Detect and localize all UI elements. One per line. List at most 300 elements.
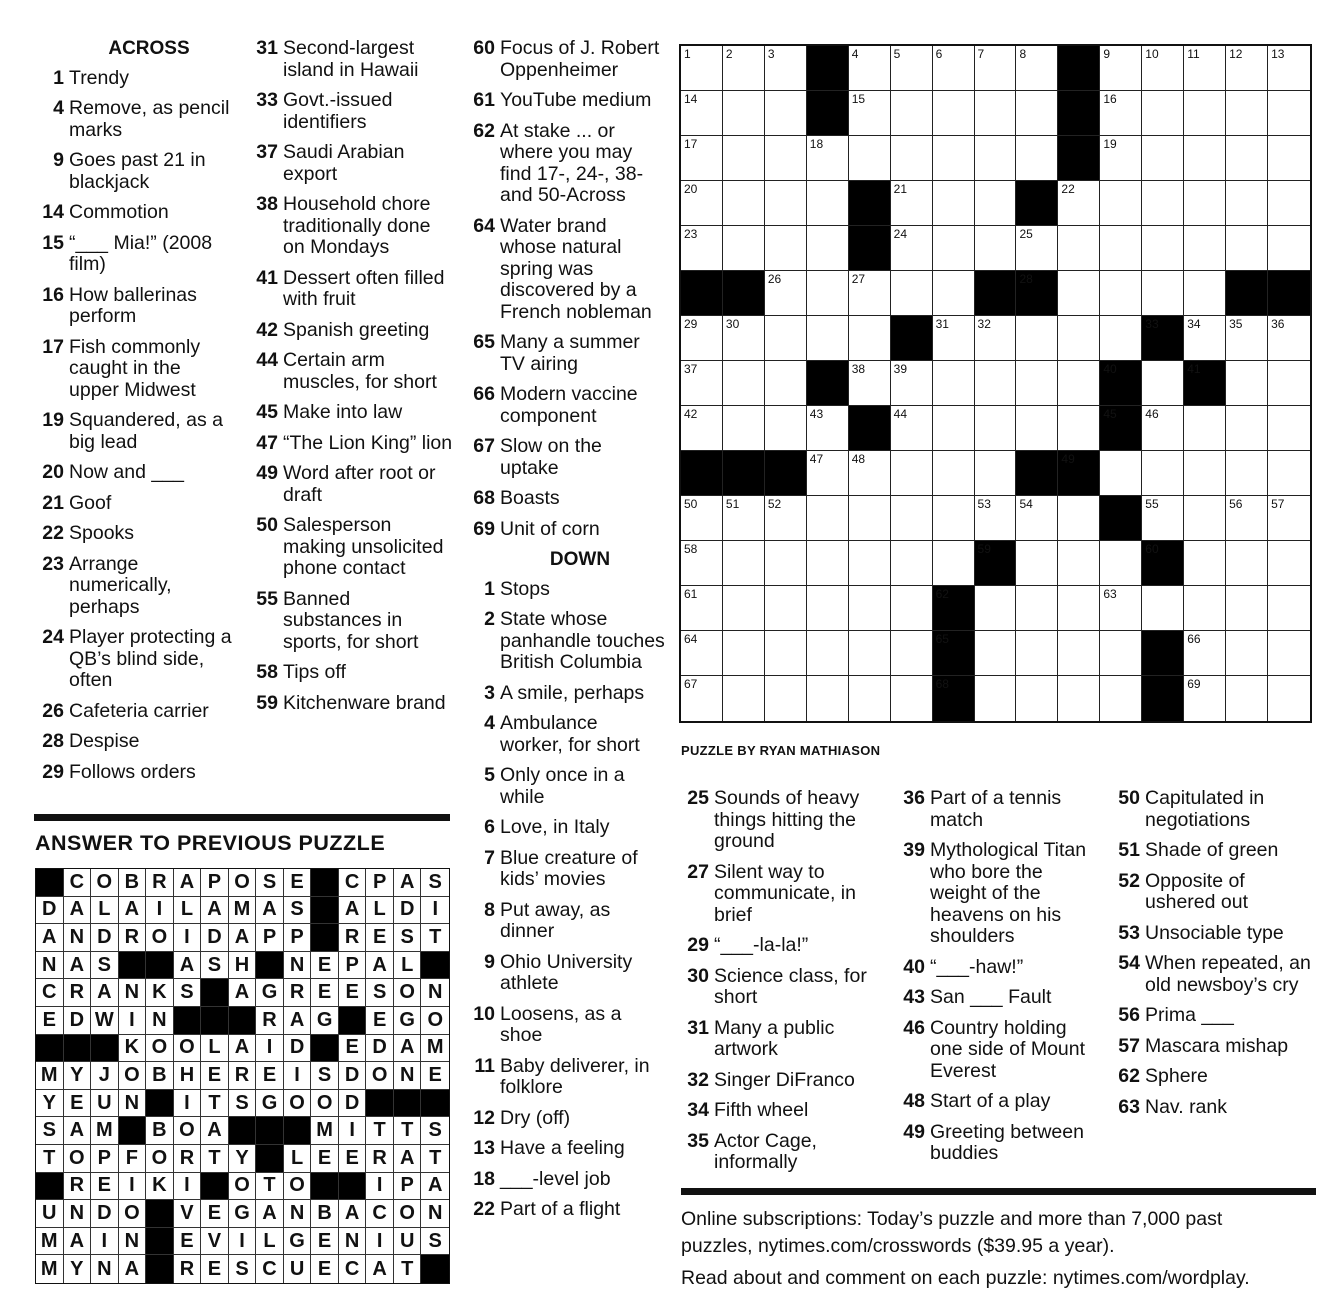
grid-cell[interactable] <box>1016 226 1058 271</box>
down-clue <box>895 1122 1100 1165</box>
clue-text: Nav. rank <box>1145 1095 1227 1118</box>
grid-cell[interactable] <box>765 181 807 226</box>
answer-block <box>119 1117 147 1145</box>
grid-cell[interactable] <box>933 361 975 406</box>
answer-letter: S <box>229 1090 257 1118</box>
grid-cell[interactable] <box>849 541 891 586</box>
grid-cell[interactable] <box>723 586 765 631</box>
grid-cell[interactable] <box>1184 91 1226 136</box>
down-clue <box>465 1004 665 1047</box>
clue-text: Only once in a while <box>500 764 625 808</box>
across-clue <box>248 402 453 424</box>
clue-number: 65 <box>473 331 495 353</box>
answer-letter: T <box>394 1255 422 1283</box>
grid-cell[interactable] <box>891 676 933 721</box>
grid-cell[interactable] <box>1268 91 1310 136</box>
grid-cell[interactable] <box>681 496 723 541</box>
across-clue <box>248 350 453 393</box>
grid-cell[interactable] <box>807 226 849 271</box>
clue-number: 5 <box>484 764 495 786</box>
grid-cell[interactable] <box>1268 46 1310 91</box>
cell-number: 11 <box>1187 47 1200 61</box>
answer-letter: A <box>119 1255 147 1283</box>
grid-cell[interactable] <box>975 136 1017 181</box>
grid-cell[interactable] <box>1226 361 1268 406</box>
divider-right <box>681 1188 1316 1195</box>
across-clue <box>34 285 234 328</box>
grid-cell[interactable] <box>765 496 807 541</box>
answer-letter: O <box>119 1200 147 1228</box>
grid-cell[interactable] <box>765 91 807 136</box>
grid-cell[interactable] <box>1058 271 1100 316</box>
grid-cell[interactable] <box>1268 631 1310 676</box>
grid-cell[interactable] <box>807 316 849 361</box>
grid-cell[interactable] <box>1226 676 1268 721</box>
grid-cell[interactable] <box>807 271 849 316</box>
grid-cell[interactable] <box>1268 406 1310 451</box>
grid-cell[interactable] <box>1184 676 1226 721</box>
grid-cell[interactable] <box>1016 361 1058 406</box>
grid-cell[interactable] <box>1184 46 1226 91</box>
cell-number: 13 <box>1271 47 1285 61</box>
grid-cell[interactable] <box>1058 226 1100 271</box>
grid-cell[interactable] <box>1226 496 1268 541</box>
answer-letter: O <box>229 1173 257 1201</box>
grid-cell[interactable] <box>1016 406 1058 451</box>
grid-cell[interactable] <box>765 46 807 91</box>
grid-cell[interactable] <box>849 361 891 406</box>
answer-letter: R <box>174 1145 202 1173</box>
grid-cell[interactable] <box>975 316 1017 361</box>
grid-cell[interactable] <box>1226 406 1268 451</box>
grid-cell[interactable] <box>723 226 765 271</box>
grid-cell[interactable] <box>891 496 933 541</box>
down-clue <box>1110 788 1315 831</box>
grid-cell[interactable] <box>681 676 723 721</box>
grid-cell[interactable] <box>723 496 765 541</box>
grid-cell[interactable] <box>1142 181 1184 226</box>
grid-cell[interactable] <box>1226 316 1268 361</box>
down-clue <box>465 1169 665 1191</box>
grid-cell[interactable] <box>975 361 1017 406</box>
grid-cell[interactable] <box>891 181 933 226</box>
grid-cell[interactable] <box>1142 46 1184 91</box>
grid-cell[interactable] <box>1058 361 1100 406</box>
answer-letter: O <box>174 1117 202 1145</box>
grid-cell[interactable] <box>1184 406 1226 451</box>
down-clue <box>465 1056 665 1099</box>
grid-cell[interactable] <box>1268 136 1310 181</box>
clue-text: Mythological Titan who bore the weight of the heavens on his shoulders <box>930 839 1087 947</box>
clue-column-4 <box>679 788 879 1183</box>
grid-cell[interactable] <box>891 631 933 676</box>
answer-letter: C <box>64 869 92 897</box>
grid-cell[interactable] <box>975 226 1017 271</box>
grid-cell[interactable] <box>975 181 1017 226</box>
grid-cell[interactable] <box>681 91 723 136</box>
answer-letter: C <box>256 1255 284 1283</box>
cell-number: 57 <box>1271 497 1285 511</box>
footer-line-2: puzzles, nytimes.com/crosswords ($39.95 a year). <box>681 1235 1115 1257</box>
grid-cell[interactable] <box>1226 181 1268 226</box>
grid-cell[interactable] <box>933 46 975 91</box>
grid-cell[interactable] <box>765 316 807 361</box>
grid-cell[interactable] <box>807 586 849 631</box>
down-clue <box>895 1091 1100 1113</box>
grid-cell[interactable] <box>723 676 765 721</box>
grid-cell[interactable] <box>1058 181 1100 226</box>
clue-text: Spooks <box>69 522 135 544</box>
grid-cell[interactable] <box>891 361 933 406</box>
clue-text: Shade of green <box>1145 839 1279 861</box>
grid-cell[interactable] <box>765 226 807 271</box>
grid-cell[interactable] <box>723 46 765 91</box>
down-clue <box>1110 1036 1315 1058</box>
clue-text: Opposite of ushered out <box>1145 869 1248 913</box>
answer-block <box>36 1173 64 1201</box>
grid-cell[interactable] <box>1268 316 1310 361</box>
cell-number: 40 <box>1103 362 1117 376</box>
grid-cell[interactable] <box>1058 496 1100 541</box>
grid-cell[interactable] <box>1184 136 1226 181</box>
grid-cell[interactable] <box>807 406 849 451</box>
clue-number: 54 <box>1118 952 1140 974</box>
clue-number: 56 <box>1118 1004 1140 1026</box>
clue-text: Singer DiFranco <box>714 1068 855 1091</box>
answer-letter: I <box>146 897 174 925</box>
clue-number: 40 <box>903 955 925 978</box>
across-clue <box>34 523 234 545</box>
grid-cell[interactable] <box>1058 676 1100 721</box>
grid-cell[interactable] <box>1016 46 1058 91</box>
answer-letter: D <box>339 1090 367 1118</box>
grid-cell[interactable] <box>975 406 1017 451</box>
answer-letter: I <box>256 1035 284 1063</box>
grid-cell[interactable] <box>1100 586 1142 631</box>
grid-cell[interactable] <box>933 496 975 541</box>
answer-letter: D <box>394 897 422 925</box>
clue-number: 30 <box>687 964 709 987</box>
grid-cell[interactable] <box>1016 496 1058 541</box>
grid-cell[interactable] <box>723 541 765 586</box>
grid-cell[interactable] <box>681 361 723 406</box>
grid-cell[interactable] <box>1058 316 1100 361</box>
across-clue <box>34 202 234 224</box>
grid-cell[interactable] <box>765 406 807 451</box>
answer-letter: Y <box>36 1090 64 1118</box>
grid-cell[interactable] <box>933 181 975 226</box>
answer-letter: P <box>394 1173 422 1201</box>
grid-cell[interactable] <box>1226 226 1268 271</box>
across-clue <box>248 433 453 455</box>
grid-cell[interactable] <box>1016 676 1058 721</box>
grid-cell[interactable] <box>681 406 723 451</box>
grid-cell[interactable] <box>849 451 891 496</box>
grid-cell[interactable] <box>1100 46 1142 91</box>
clue-text: Loosens, as a shoe <box>500 1002 622 1046</box>
cell-number: 60 <box>1145 542 1159 556</box>
clue-number: 28 <box>42 730 64 752</box>
down-clue <box>679 1070 879 1092</box>
answer-letter: U <box>284 1255 312 1283</box>
grid-cell[interactable] <box>1184 496 1226 541</box>
grid-cell[interactable] <box>849 136 891 181</box>
grid-cell[interactable] <box>1142 406 1184 451</box>
grid-cell[interactable] <box>1226 541 1268 586</box>
grid-cell[interactable] <box>891 541 933 586</box>
grid-cell[interactable] <box>765 271 807 316</box>
grid-cell[interactable] <box>681 316 723 361</box>
clue-text: “___-haw!” <box>930 955 1024 978</box>
grid-cell[interactable] <box>681 541 723 586</box>
grid-cell[interactable] <box>933 91 975 136</box>
answer-letter: O <box>394 979 422 1007</box>
grid-cell[interactable] <box>723 181 765 226</box>
grid-cell[interactable] <box>849 631 891 676</box>
clue-number: 7 <box>484 846 495 869</box>
grid-cell[interactable] <box>933 136 975 181</box>
grid-cell[interactable] <box>891 271 933 316</box>
grid-cell[interactable] <box>1268 496 1310 541</box>
grid-cell[interactable] <box>1100 316 1142 361</box>
grid-cell[interactable] <box>849 586 891 631</box>
grid-cell[interactable] <box>681 226 723 271</box>
grid-cell[interactable] <box>1058 541 1100 586</box>
grid-cell[interactable] <box>765 586 807 631</box>
grid-cell[interactable] <box>891 406 933 451</box>
grid-cell[interactable] <box>1184 631 1226 676</box>
grid-cell[interactable] <box>933 406 975 451</box>
grid-cell[interactable] <box>723 91 765 136</box>
grid-cell[interactable] <box>1016 316 1058 361</box>
grid-cell[interactable] <box>891 136 933 181</box>
clue-number: 37 <box>256 141 278 163</box>
grid-cell[interactable] <box>1268 676 1310 721</box>
grid-cell[interactable] <box>807 631 849 676</box>
grid-cell[interactable] <box>1100 541 1142 586</box>
grid-cell[interactable] <box>1184 451 1226 496</box>
grid-cell[interactable] <box>849 496 891 541</box>
answer-letter: L <box>201 1035 229 1063</box>
grid-cell[interactable] <box>1268 181 1310 226</box>
grid-cell[interactable] <box>933 541 975 586</box>
grid-cell[interactable] <box>765 631 807 676</box>
grid-cell[interactable] <box>1016 586 1058 631</box>
grid-cell[interactable] <box>933 226 975 271</box>
grid-cell[interactable] <box>681 586 723 631</box>
answer-letter: A <box>421 1173 449 1201</box>
clue-text: Trendy <box>69 66 129 89</box>
clue-text: A smile, perhaps <box>500 681 645 704</box>
cell-number: 54 <box>1019 497 1033 511</box>
grid-cell[interactable] <box>1268 226 1310 271</box>
grid-cell[interactable] <box>1100 136 1142 181</box>
grid-cell[interactable] <box>849 46 891 91</box>
grid-cell[interactable] <box>849 91 891 136</box>
grid-cell[interactable] <box>1016 136 1058 181</box>
divider-left <box>34 814 450 821</box>
answer-letter: T <box>421 924 449 952</box>
grid-cell[interactable] <box>1268 361 1310 406</box>
clue-text: Unsociable type <box>1145 921 1284 944</box>
grid-cell[interactable] <box>849 316 891 361</box>
grid-cell[interactable] <box>891 226 933 271</box>
grid-cell[interactable] <box>1058 406 1100 451</box>
grid-cell[interactable] <box>1100 91 1142 136</box>
grid-cell[interactable] <box>1184 541 1226 586</box>
grid-cell[interactable] <box>1100 226 1142 271</box>
grid-cell[interactable] <box>1016 91 1058 136</box>
grid-cell[interactable] <box>1184 316 1226 361</box>
clue-text: Prima ___ <box>1145 1004 1234 1026</box>
clue-column-6 <box>1110 788 1315 1127</box>
clue-text: Love, in Italy <box>500 816 610 838</box>
answer-letter: T <box>201 1145 229 1173</box>
answer-block <box>311 897 339 925</box>
answer-block <box>146 1090 174 1118</box>
grid-cell[interactable] <box>1268 541 1310 586</box>
grid-cell[interactable] <box>765 136 807 181</box>
clue-text: Goof <box>69 491 112 514</box>
grid-cell[interactable] <box>1226 451 1268 496</box>
grid-cell[interactable] <box>1142 271 1184 316</box>
grid-cell[interactable] <box>975 496 1017 541</box>
grid-cell[interactable] <box>807 181 849 226</box>
grid-cell[interactable] <box>1226 586 1268 631</box>
answer-letter: M <box>36 1255 64 1283</box>
grid-cell[interactable] <box>807 136 849 181</box>
grid-cell[interactable] <box>807 676 849 721</box>
grid-cell[interactable] <box>1142 136 1184 181</box>
grid-cell[interactable] <box>975 46 1017 91</box>
answer-block <box>421 952 449 980</box>
grid-cell[interactable] <box>681 181 723 226</box>
grid-cell[interactable] <box>1268 451 1310 496</box>
grid-cell[interactable] <box>1100 451 1142 496</box>
grid-cell[interactable] <box>1100 181 1142 226</box>
answer-letter: E <box>174 1228 202 1256</box>
grid-cell[interactable] <box>1142 91 1184 136</box>
grid-cell[interactable] <box>1226 46 1268 91</box>
grid-cell[interactable] <box>1016 541 1058 586</box>
down-clue <box>895 987 1100 1009</box>
grid-cell[interactable] <box>1100 271 1142 316</box>
cell-number: 32 <box>977 317 991 331</box>
answer-letter: J <box>91 1062 119 1090</box>
grid-cell[interactable] <box>1142 586 1184 631</box>
answer-letter: N <box>36 952 64 980</box>
grid-cell[interactable] <box>933 451 975 496</box>
grid-cell[interactable] <box>1100 676 1142 721</box>
answer-letter: O <box>311 1090 339 1118</box>
grid-cell[interactable] <box>1100 631 1142 676</box>
grid-cell[interactable] <box>1142 496 1184 541</box>
grid-cell[interactable] <box>1058 631 1100 676</box>
answer-letter: T <box>201 1090 229 1118</box>
grid-cell[interactable] <box>1226 631 1268 676</box>
cell-number: 26 <box>767 272 782 286</box>
grid-cell[interactable] <box>849 676 891 721</box>
grid-cell[interactable] <box>681 46 723 91</box>
answer-block <box>311 869 339 897</box>
answer-block <box>36 869 64 897</box>
answer-letter: A <box>119 897 147 925</box>
grid-block <box>1100 406 1142 451</box>
clue-text: Baby deliverer, in folklore <box>500 1054 650 1098</box>
grid-cell[interactable] <box>723 631 765 676</box>
grid-cell[interactable] <box>765 676 807 721</box>
grid-cell[interactable] <box>681 136 723 181</box>
answer-letter: A <box>256 1200 284 1228</box>
cell-number: 53 <box>977 497 991 511</box>
grid-cell[interactable] <box>1226 136 1268 181</box>
grid-cell[interactable] <box>1184 271 1226 316</box>
grid-cell[interactable] <box>849 271 891 316</box>
grid-cell[interactable] <box>807 451 849 496</box>
down-clue <box>465 1138 665 1160</box>
grid-cell[interactable] <box>1184 181 1226 226</box>
grid-cell[interactable] <box>891 46 933 91</box>
grid-cell[interactable] <box>1184 226 1226 271</box>
grid-cell[interactable] <box>1184 586 1226 631</box>
across-clue <box>248 693 453 715</box>
clue-text: Part of a flight <box>500 1198 621 1220</box>
answer-letter: C <box>339 869 367 897</box>
grid-cell[interactable] <box>975 631 1017 676</box>
answer-letter: K <box>146 979 174 1007</box>
grid-cell[interactable] <box>933 316 975 361</box>
grid-cell[interactable] <box>1016 631 1058 676</box>
grid-cell[interactable] <box>975 91 1017 136</box>
grid-cell[interactable] <box>1142 361 1184 406</box>
cell-number: 55 <box>1145 497 1159 511</box>
down-clue <box>679 935 879 957</box>
grid-cell[interactable] <box>975 676 1017 721</box>
grid-cell[interactable] <box>723 316 765 361</box>
grid-cell[interactable] <box>765 541 807 586</box>
answer-letter: L <box>284 1145 312 1173</box>
grid-cell[interactable] <box>1142 226 1184 271</box>
grid-cell[interactable] <box>891 586 933 631</box>
grid-cell[interactable] <box>807 541 849 586</box>
grid-block <box>723 451 765 496</box>
grid-cell[interactable] <box>1142 451 1184 496</box>
grid-cell[interactable] <box>975 451 1017 496</box>
grid-cell[interactable] <box>723 406 765 451</box>
grid-cell[interactable] <box>723 136 765 181</box>
grid-cell[interactable] <box>807 496 849 541</box>
grid-cell[interactable] <box>765 361 807 406</box>
grid-cell[interactable] <box>891 91 933 136</box>
across-clue <box>34 701 234 723</box>
clue-number: 31 <box>256 37 278 59</box>
grid-cell[interactable] <box>1268 586 1310 631</box>
grid-cell[interactable] <box>723 361 765 406</box>
grid-cell[interactable] <box>1226 91 1268 136</box>
grid-cell[interactable] <box>681 631 723 676</box>
grid-cell[interactable] <box>933 271 975 316</box>
grid-cell[interactable] <box>891 451 933 496</box>
answer-letter: N <box>284 952 312 980</box>
clue-number: 50 <box>1118 787 1140 809</box>
clue-text: Squandered, as a big lead <box>69 409 223 453</box>
footer-subscriptions <box>681 1206 1222 1260</box>
answer-letter: N <box>91 1255 119 1283</box>
grid-cell[interactable] <box>1058 586 1100 631</box>
grid-cell[interactable] <box>975 586 1017 631</box>
clue-number: 10 <box>473 1002 495 1025</box>
clue-text: Country holding one side of Mount Everest <box>930 1016 1086 1082</box>
